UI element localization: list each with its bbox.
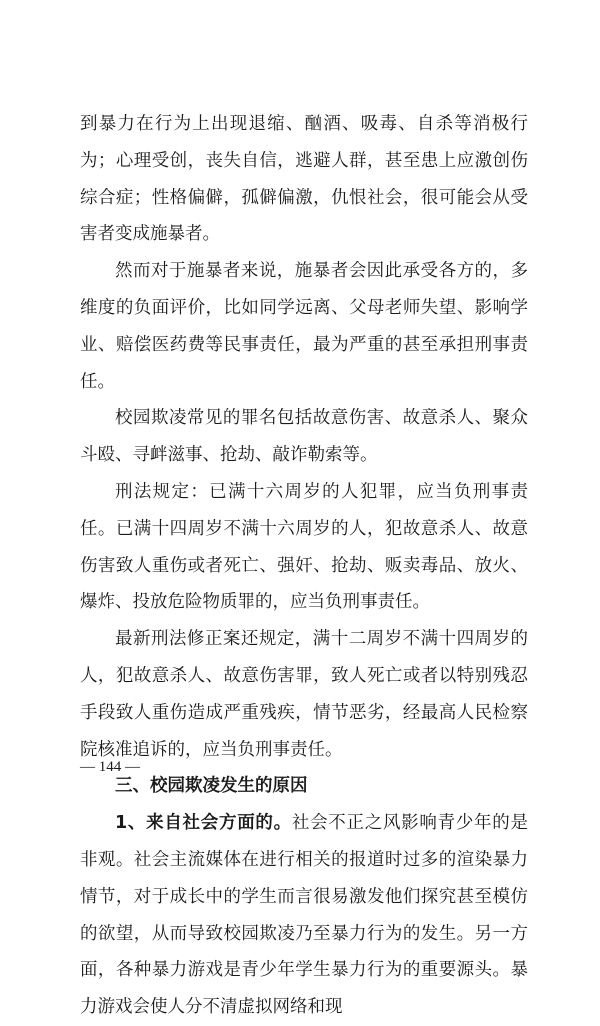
paragraph-amendment: 最新刑法修正案还规定，满十二周岁不满十四周岁的人，犯故意杀人、故意伤害罪，致人死亡或者以特别残忍手段致人重伤造成严重残疾，情节恶劣，经最高人民检察院核准追诉的，应当负刑事责任。 [80,629,528,760]
paragraph-common-charges: 校园欺凌常见的罪名包括故意伤害、故意杀人、聚众斗殴、寻衅滋事、抢劫、敲诈勒索等。 [80,408,528,466]
page-number: — 144 — [80,759,140,775]
paragraph-consequences-victim: 到暴力在行为上出现退缩、酗酒、吸毒、自杀等消极行为；心理受创，丧失自信，逃避人群，甚至患上应激创伤综合症；性格偏僻，孤僻偏激，仇恨社会，很可能会从受害者变成施暴者。 [80,114,528,245]
paragraph-social-causes [80,805,528,1026]
section-heading: 三、校园欺凌发生的原因 [115,776,308,797]
paragraph-criminal-law: 刑法规定：已满十六周岁的人犯罪，应当负刑事责任。已满十四周岁不满十六周岁的人，犯故意杀人、故意伤害致人重伤或者死亡、强奸、抢劫、贩卖毒品、放火、爆炸、投放危险物质罪的，应当负刑事责任。 [80,481,528,613]
paragraph-social-causes-text: 社会不正之风影响青少年的是非观。社会主流媒体在进行相关的报道时过多的渲染暴力情节，对于成长中的学生而言很易激发他们探究甚至模仿的欲望，从而导致校园欺凌乃至暴力行为的发生。另一方面，各种暴力游戏是青少年学生暴力行为的重要源头。暴力游戏会使人分不清虚拟网络和现 [80,813,528,1018]
paragraph-consequences-perpetrator: 然而对于施暴者来说，施暴者会因此承受各方的，多维度的负面评价，比如同学远离、父母老师失望、影响学业、赔偿医药费等民事责任，最为严重的甚至承担刑事责任。 [80,261,528,392]
paragraph-lead: 1、来自社会方面的。 [115,813,292,834]
body-text [80,106,528,1026]
